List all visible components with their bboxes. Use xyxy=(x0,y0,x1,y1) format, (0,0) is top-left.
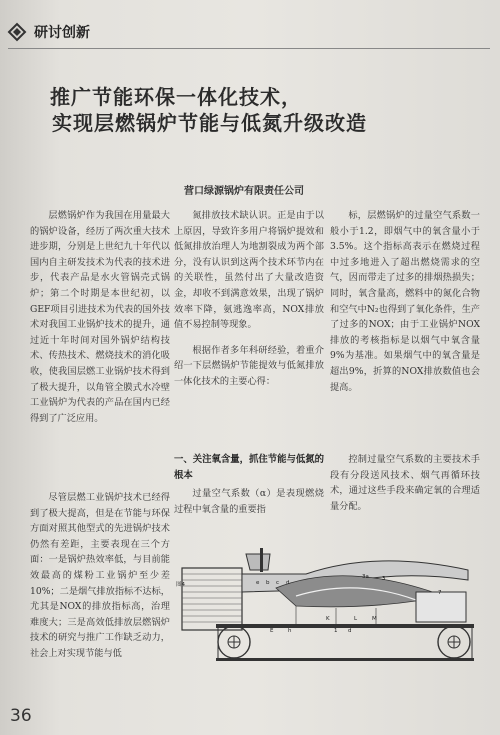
boiler-diagram xyxy=(176,540,476,670)
figure-label: E xyxy=(270,628,274,634)
figure-label: h xyxy=(288,628,292,634)
paragraph: 氮排放技术缺认识。正是由于以上原因，导致许多用户将锅炉提效和低氮排放治理人为地割裂成为两个部分，没有认识到这两个技术环节内在的关联性，虽然付出了大量改造资金，却收不到满意效果，出现了锅炉效率下降，氨逃逸率高，NOX排放值不易控制等现象。 xyxy=(174,210,324,331)
paragraph: 过量空气系数（α）是表现燃烧过程中氧含量的重要指 xyxy=(174,488,324,515)
column-2-para-1 xyxy=(174,208,324,390)
figure-label: 3 xyxy=(382,576,386,582)
column-1-para-2 xyxy=(30,490,170,662)
section-header xyxy=(6,18,146,46)
section-subheading: 一、关注氧含量，抓住节能与低氮的根本 xyxy=(174,454,325,481)
figure-label: b xyxy=(266,580,270,586)
column-3-para-1 xyxy=(330,208,480,395)
figure-label: c xyxy=(276,580,280,586)
title-line-1: 推广节能环保一体化技术， xyxy=(50,85,302,109)
magazine-logo-icon xyxy=(6,21,28,43)
figure-label: 1 xyxy=(334,628,338,634)
figure-label: e xyxy=(256,580,260,586)
column-3-para-2 xyxy=(330,452,480,514)
paragraph: 控制过量空气系数的主要技术手段有分段送风技术、烟气再循环技术，通过这些手段来确定氧的合理适量分配。 xyxy=(330,454,480,512)
figure-label: L xyxy=(354,616,358,622)
page-number: 36 xyxy=(10,706,32,726)
figure-label: M xyxy=(372,616,377,622)
paragraph: 层燃锅炉作为我国在用量最大的锅炉设备，经历了两次重大技术进步期，分别是上世纪九十年代以国内自主研发技术为代表的技术进步，代表产品是水火管锅壳式锅炉；第二个时期是本世纪初，以GEF项目引进技术为代表的国外技术对我国工业锅炉技术的提升，通过近十年时间对国外锅炉结构技术、传热技术、燃烧技术的消化吸收，使我国层燃工业锅炉技术得到了极大提升，以角管全膜式水冷壁工业锅炉为代表的产品在国内已经得到了广泛应用。 xyxy=(30,210,170,424)
paragraph: 标，层燃锅炉的过量空气系数一般小于1.2，即烟气中的氧含量小于3.5%。这个指标高表示在燃烧过程中过多地进入了超出燃烧需求的空气，因而带走了过多的排烟热损失；同时，氧含量高，燃料中的氮化合物和空气中N₂也得到了氧化条件，生产了过多的NOX；由于工业锅炉NOX排放的考核指标是以烟气中氧含量9%为基准。如果烟气中的氧含量是超出9%，折算的NOX排放数值也会提高。 xyxy=(330,210,480,393)
figure-label: d xyxy=(286,580,290,586)
header-divider xyxy=(8,48,490,49)
article-title xyxy=(50,84,470,136)
figure-label: 7 xyxy=(438,590,442,596)
section-label: 研讨创新 xyxy=(34,25,90,41)
figure-label: d xyxy=(348,628,352,634)
company-byline: 营口绿源锅炉有限责任公司 xyxy=(184,186,304,197)
figure-label: 图4 xyxy=(176,582,185,588)
paragraph: 根据作者多年科研经验，着重介绍一下层燃锅炉节能提效与低氮排放一体化技术的主要心得： xyxy=(174,344,324,387)
figure-label: K xyxy=(326,616,330,622)
title-line-2: 实现层燃锅炉节能与低氮升级改造 xyxy=(52,111,367,135)
column-2-para-3 xyxy=(174,486,324,517)
boiler-diagram-figure xyxy=(176,540,476,670)
paragraph: 尽管层燃工业锅炉技术已经得到了极大提高，但是在节能与环保方面对照其他型式的先进锅炉技术仍然有差距，主要表现在三个方面：一是锅炉热效率低，与目前能效最高的煤粉工业锅炉至少差10%；二是烟气排放指标不达标，尤其是NOX的排放指标高，治理难度大；三是高效低排放层燃锅炉技术的研究与推广工作缺乏动力，社会上对实现节能与低 xyxy=(30,492,170,659)
column-1-para-1 xyxy=(30,208,170,426)
figure-label: 3a xyxy=(362,574,369,580)
